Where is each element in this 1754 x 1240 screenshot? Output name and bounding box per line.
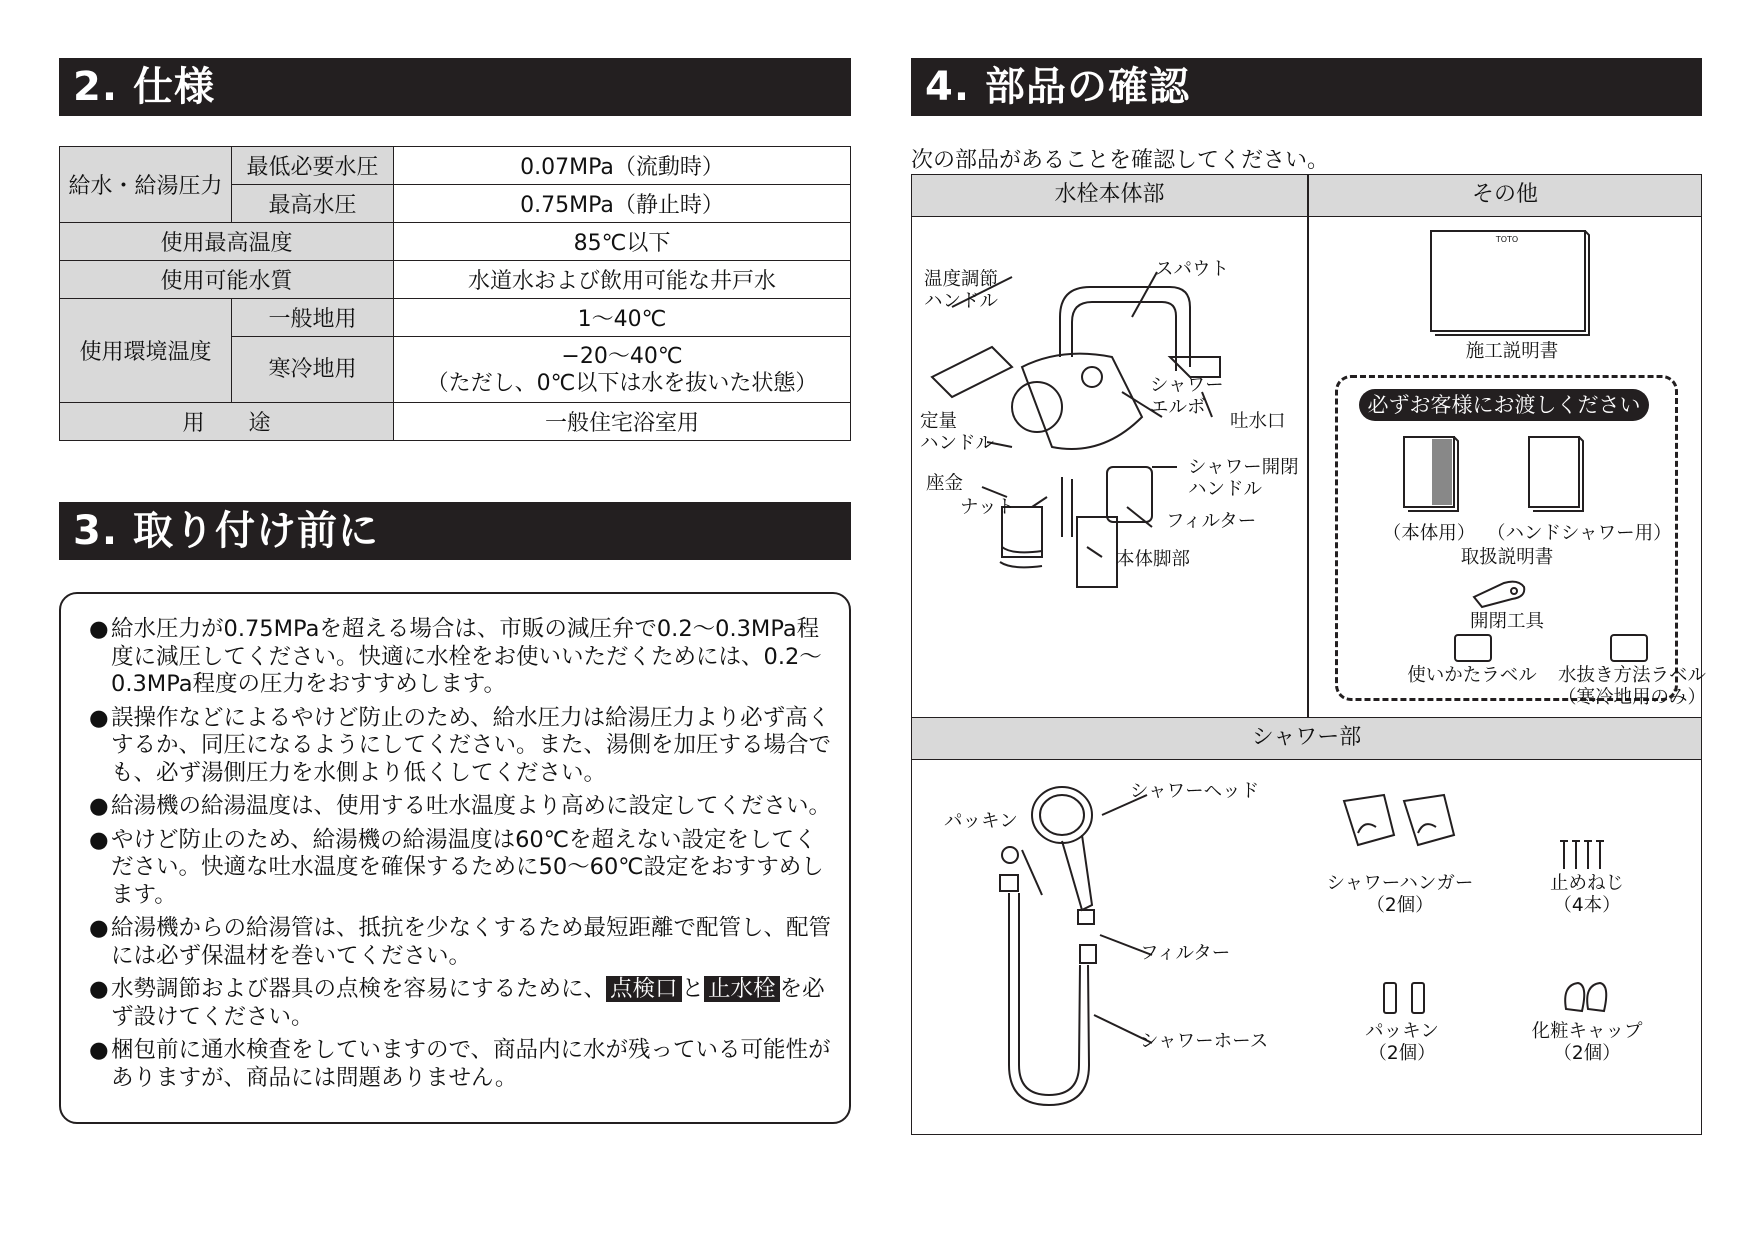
note-item [89,915,831,970]
shower-header: シャワー部 [912,718,1701,760]
notes-box [59,592,851,1124]
column-divider [1307,175,1309,717]
label-base: 本体脚部 [1116,549,1191,570]
label-filter: フィルター [1166,511,1257,532]
note-text: 梱包前に通水検査をしていますので、商品内に水が残っている可能性がありますが、商品には問題ありません。 [111,1037,831,1091]
booklet-logo: TOTO [1495,235,1519,244]
note-text-pre: 水勢調節および器具の点検を容易にするために、 [111,976,607,1002]
inspection-port-highlight: 点検口 [606,976,682,1002]
note-item [89,705,831,788]
bullet-icon: ● [89,976,109,1002]
label-packing-pair: パッキン [1365,1021,1439,1042]
label-cap: 化粧キャップ [1531,1021,1643,1042]
label-shower-head: シャワーヘッド [1130,781,1260,802]
label-user-manual: 取扱説明書 [1460,547,1554,568]
cold-label: 寒冷地用 [232,337,394,403]
label-shower-hanger: シャワーハンガー [1326,873,1474,894]
parts-panel [911,174,1706,1135]
label-usage-label: 使いかたラベル [1407,665,1537,686]
cold-value-note: （ただし、0℃以下は水を抜いた状態） [426,370,818,396]
label-fixed-handle: 定量 ハンドル [920,411,995,454]
bullet-icon: ● [89,1037,109,1063]
spec-heading: 2. 仕様 [59,58,851,116]
note-text: 給水圧力が0.75MPaを超える場合は、市販の減圧弁で0.2～0.3MPa程度に減圧してください。快適に水栓をお使いいただくためには、0.2～0.3MPa程度の圧力をおすすめします。 [111,616,822,697]
parts-intro: 次の部品があることを確認してください。 [911,148,1330,173]
usage-value: 一般住宅浴室用 [394,403,851,441]
hand-over-badge: 必ずお客様にお渡しください [1359,389,1649,421]
label-hanger-qty: （2個） [1366,895,1434,916]
parts-heading: 4. 部品の確認 [911,58,1702,116]
note-text: 誤操作などによるやけど防止のため、給水圧力は給湯圧力より必ず高くするか、同圧になるようにしてください。また、湯側を加圧する場合でも、必ず湯側圧力を水側より低くしてください。 [111,704,832,786]
label-washer: 座金 [926,473,964,494]
label-shower-hose: シャワーホース [1140,1031,1269,1052]
label-install-manual: 施工説明書 [1465,341,1559,362]
min-pressure-label: 最低必要水圧 [232,147,394,185]
note-item [89,976,831,1031]
max-temp-label: 使用最高温度 [60,223,394,261]
label-drain-label: 水抜き方法ラベル [1557,665,1706,686]
general-value: 1～40℃ [394,299,851,337]
drain-label-illustration [1611,635,1651,665]
hand-shower-manual-illustration [1529,437,1585,512]
max-pressure-value: 0.75MPa（静止時） [394,185,851,223]
note-text-mid: と [681,976,705,1002]
bullet-icon: ● [89,915,109,941]
min-pressure-value: 0.07MPa（流動時） [394,147,851,185]
label-cap-qty: （2個） [1553,1043,1621,1064]
cap-illustration [1562,979,1612,1019]
bullet-icon: ● [89,793,109,819]
label-cold-only: （寒冷地用のみ） [1557,687,1706,708]
label-screw-qty: （4本） [1553,895,1621,916]
label-packing-pair-qty: （2個） [1368,1043,1436,1064]
pressure-group-label: 給水・給湯圧力 [60,147,232,223]
cold-value-range: −20～40℃ [561,343,683,369]
usage-label: 用 途 [60,403,394,441]
label-hand-shower: （ハンドシャワー用） [1487,523,1672,544]
env-temp-label: 使用環境温度 [60,299,232,403]
water-quality-value: 水道水および飲用可能な井戸水 [394,261,851,299]
max-temp-value: 85℃以下 [394,223,851,261]
spec-table [59,146,851,441]
shower-hanger-illustration [1340,793,1470,863]
bullet-icon: ● [89,616,109,642]
before-install-heading: 3. 取り付け前に [59,502,851,560]
stop-valve-highlight: 止水栓 [704,976,780,1002]
label-outlet: 吐水口 [1230,411,1286,432]
label-spout: スパウト [1155,259,1230,280]
screw-illustration [1558,837,1618,873]
label-shower-filter: フィルター [1140,943,1231,964]
note-text: やけど防止のため、給湯機の給湯温度は60℃を超えない設定をしてください。快適な吐水温度を確保するために50～60℃設定をおすすめします。 [111,826,824,908]
label-packing: パッキン [944,811,1018,832]
label-temp-handle: 温度調節 ハンドル [924,269,999,312]
note-text: 給湯機の給湯温度は、使用する吐水温度より高めに設定してください。 [111,793,832,819]
note-item [89,1037,831,1092]
label-nut: ナット [960,497,1016,518]
bullet-icon: ● [89,826,109,853]
label-screw: 止めねじ [1549,873,1624,894]
install-manual-illustration [1431,231,1591,336]
main-unit-manual-illustration [1404,437,1460,512]
cold-value [394,337,851,403]
label-tool: 開閉工具 [1469,611,1544,632]
max-pressure-label: 最高水圧 [232,185,394,223]
body-header: 水栓本体部 [912,175,1307,217]
note-text-post: を必ず設けてください。 [111,976,825,1030]
note-item [89,793,831,821]
tool-illustration [1472,579,1532,609]
label-main-unit: （本体用） [1382,523,1476,544]
note-text: 給湯機からの給湯管は、抵抗を少なくするため最短距離で配管し、配管には必ず保温材を巻いてください。 [111,915,832,969]
other-header: その他 [1309,175,1701,217]
general-label: 一般地用 [232,299,394,337]
note-item [89,827,831,910]
bullet-icon: ● [89,704,109,731]
packing-pair-illustration [1382,981,1432,1017]
note-item [89,616,831,699]
usage-label-illustration [1455,635,1495,665]
water-quality-label: 使用可能水質 [60,261,394,299]
label-shower-handle: シャワー開閉 ハンドル [1188,457,1299,500]
label-shower-elbow: シャワー エルボ [1150,375,1224,418]
